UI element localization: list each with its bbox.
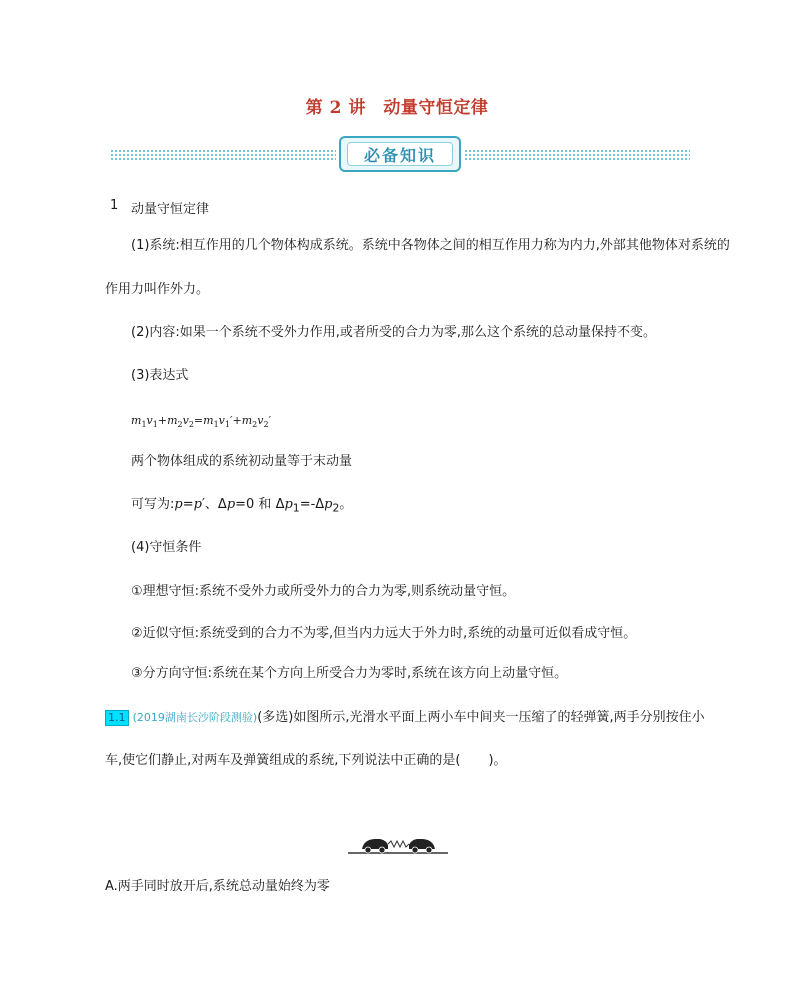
paragraph-initial-final: 两个物体组成的系统初动量等于末动量 [131,454,353,469]
paragraph-system-2: 作用力叫作外力。 [105,282,210,297]
right-cart-wheel-2 [426,847,432,853]
banner-label: 必备知识 [347,142,453,166]
paragraph-ideal: ①理想守恒:系统不受外力或所受外力的合力为零,则系统动量守恒。 [131,584,516,599]
question-source: (2019湖南长沙阶段测验) [132,711,258,724]
carts-spring-figure [348,831,448,857]
left-cart-wheel-2 [379,847,385,853]
page-title: 第 2 讲 动量守恒定律 [305,98,489,118]
momentum-formula: $m_1v_1+m_2v_2=m_1v_1'+m_2v_2'$ [131,414,272,430]
question-line-2: 车,使它们静止,对两车及弹簧组成的系统,下列说法中正确的是( )。 [105,753,507,768]
question-line-1: 1.1 (2019湖南长沙阶段测验)(多选)如图所示,光滑水平面上两小车中间夹一压缩了的轻弹簧,两手分别按住小 [105,709,705,727]
paragraph-forms: 可写为:p=p′、Δp=0 和 $\Delta p_1=-\Delta p_2$。 [131,497,353,515]
banner-dots-right [464,149,690,161]
paragraph-approx: ②近似守恒:系统受到的合力不为零,但当内力远大于外力时,系统的动量可近似看成守恒。 [131,626,637,641]
section-banner [339,136,461,172]
section-heading: 动量守恒定律 [131,202,210,217]
section-number: 1 [110,198,119,213]
paragraph-system-1: (1)系统:相互作用的几个物体构成系统。系统中各物体之间的相互作用力称为内力,外部其他物体对系统的 [131,238,730,253]
paragraph-expression: (3)表达式 [131,368,189,383]
left-cart-wheel-1 [365,847,371,853]
spring [388,841,409,847]
banner-dots-left [110,149,336,161]
question-tag: 1.1 [105,710,129,726]
option-a: A.两手同时放开后,系统总动量始终为零 [105,879,330,894]
right-cart-wheel-1 [412,847,418,853]
paragraph-conditions: (4)守恒条件 [131,540,202,555]
paragraph-direction: ③分方向守恒:系统在某个方向上所受合力为零时,系统在该方向上动量守恒。 [131,666,568,681]
paragraph-content: (2)内容:如果一个系统不受外力作用,或者所受的合力为零,那么这个系统的总动量保持不变。 [131,325,657,340]
